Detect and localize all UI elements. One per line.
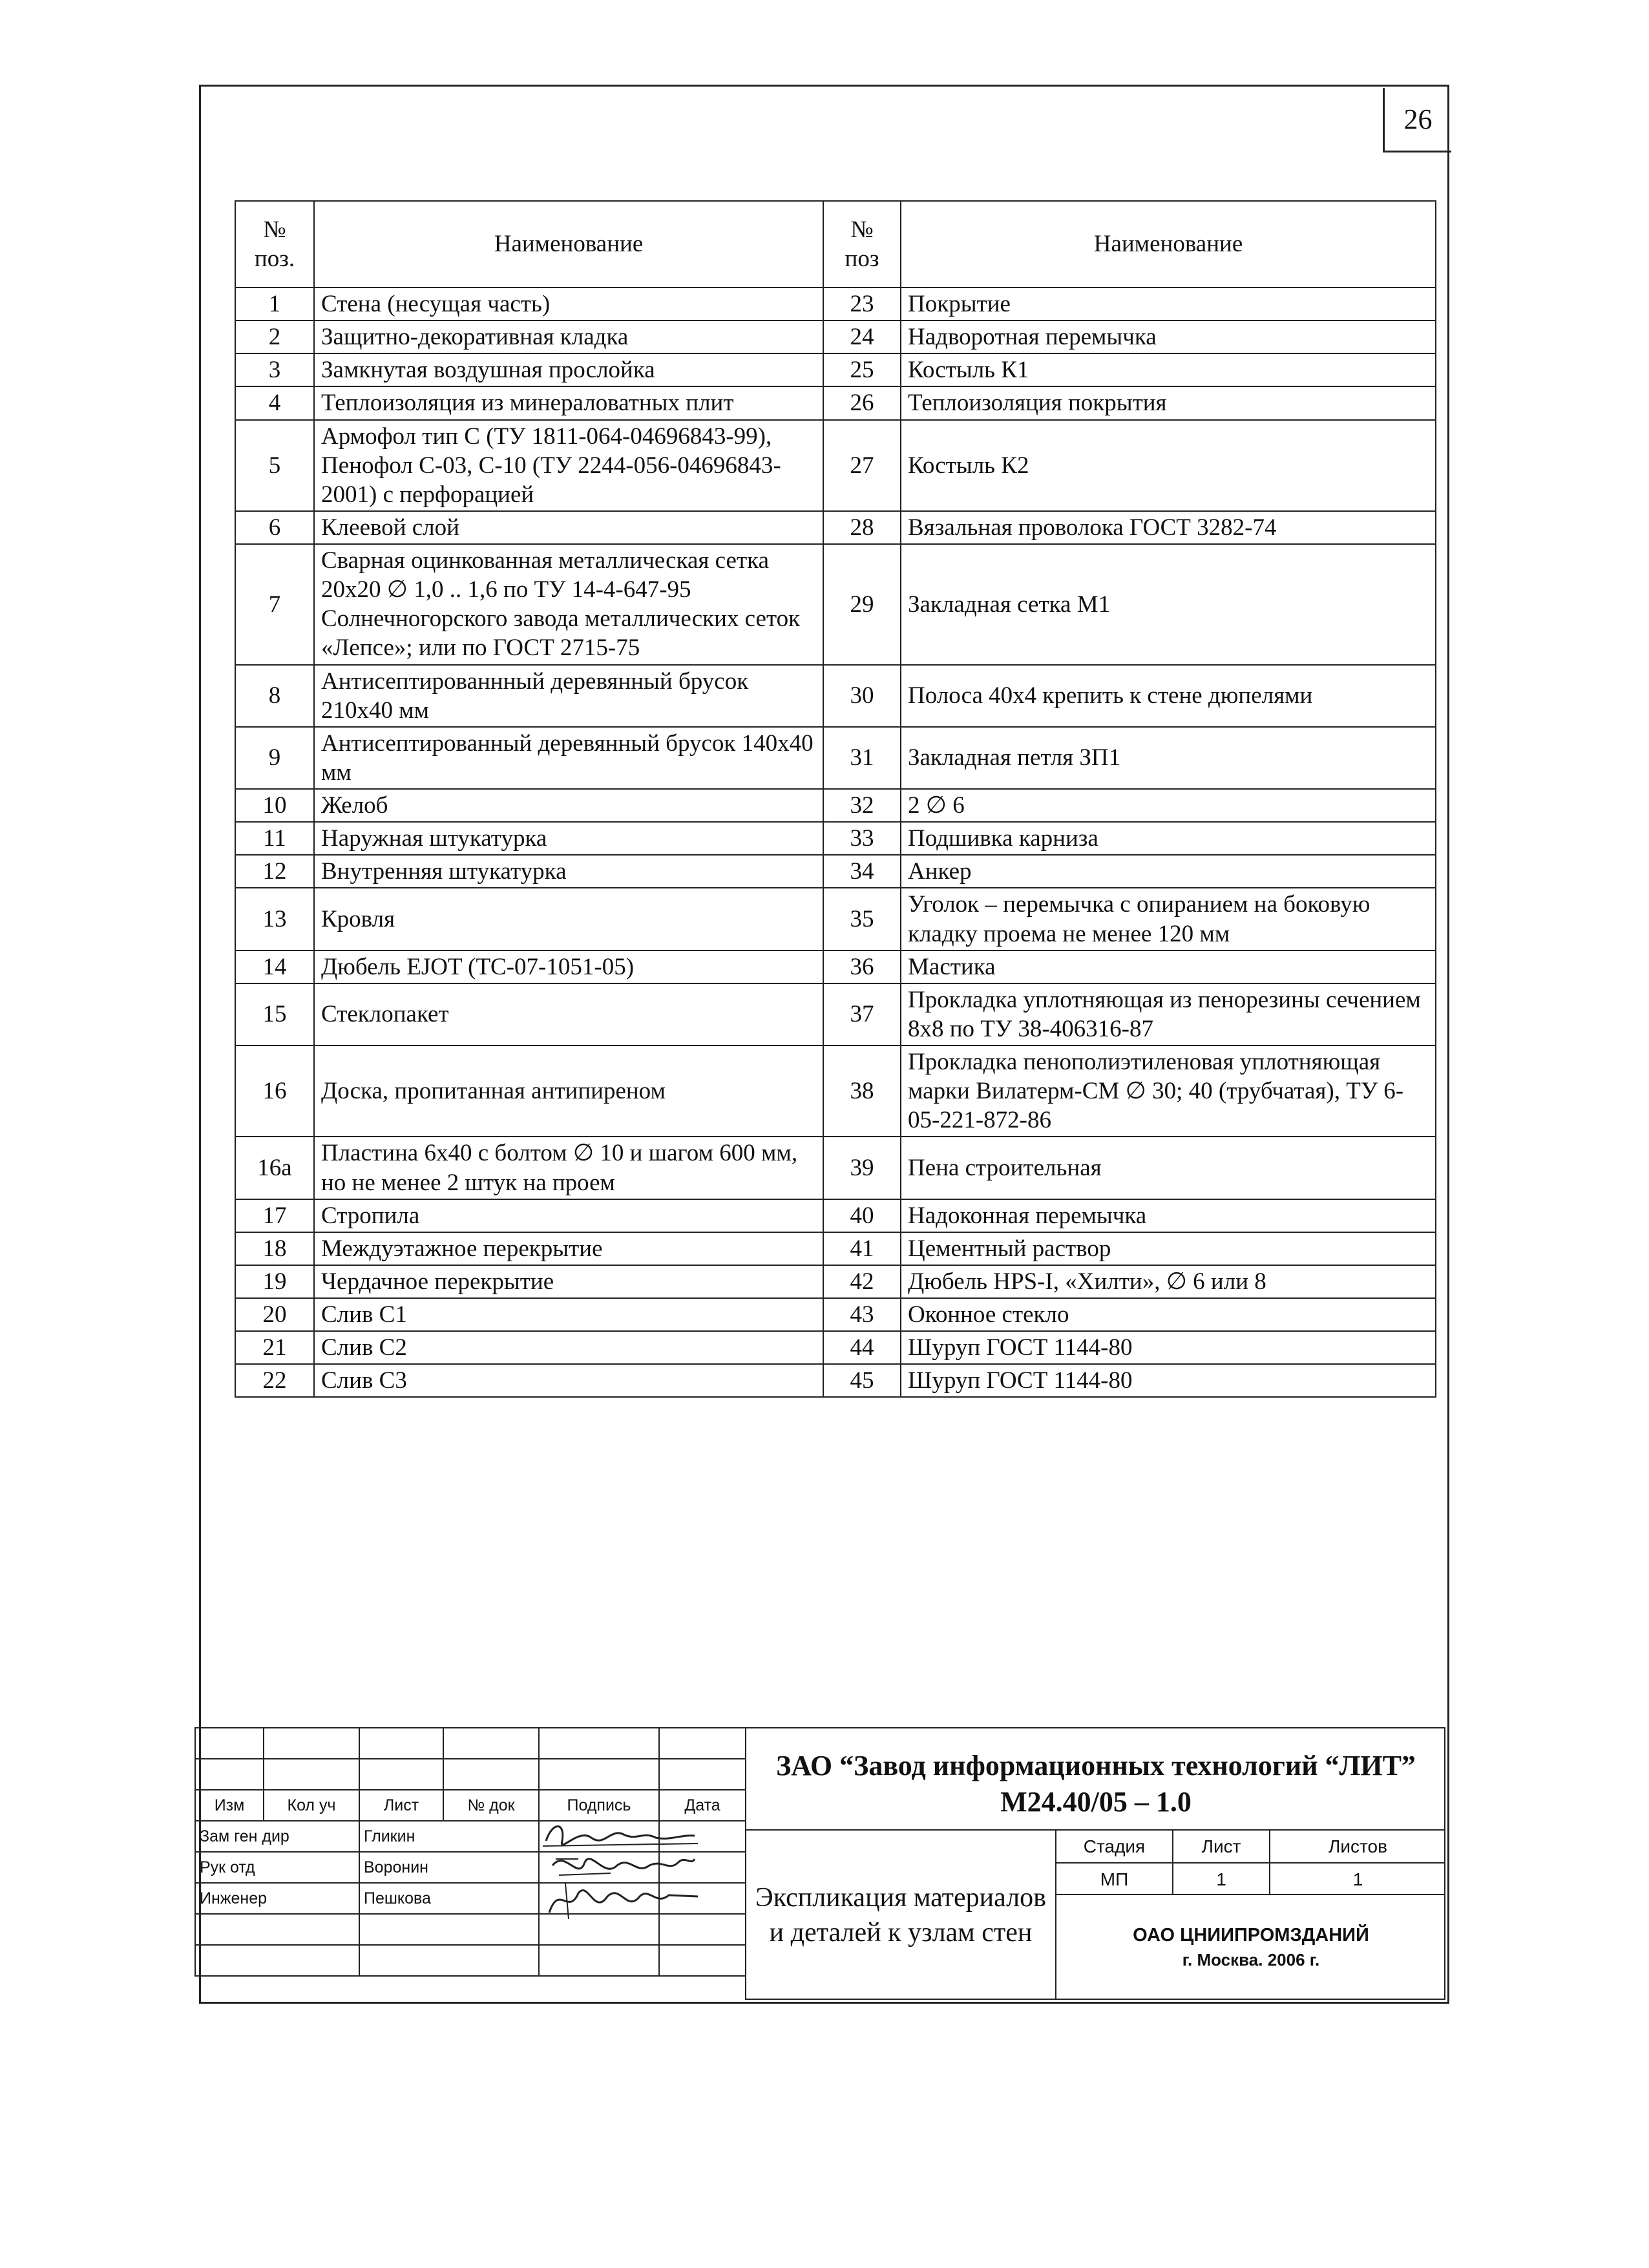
position-right: 42 — [823, 1265, 901, 1298]
name-left: Стропила — [314, 1199, 823, 1232]
table-row — [235, 1137, 1436, 1199]
position-right: 38 — [823, 1045, 901, 1137]
person-role: Инженер — [195, 1883, 359, 1914]
name-right: Цементный раствор — [901, 1232, 1436, 1265]
name-left: Антисептированнный деревянный брусок 210х40 мм — [314, 665, 823, 727]
name-right: Шуруп ГОСТ 1144-80 — [901, 1331, 1436, 1364]
document-description: Экспликация материалов и деталей к узлам стен — [746, 1831, 1056, 2000]
name-right: Вязальная проволока ГОСТ 3282-74 — [901, 511, 1436, 544]
name-right: Прокладка пенополиэтиленовая уплотняющая марки Вилатерм-СМ ∅ 30; 40 (трубчатая), ТУ 6-05-221-872-86 — [901, 1045, 1436, 1137]
label-kol-uch: Кол уч — [264, 1790, 359, 1821]
stage-block — [1056, 1831, 1445, 1895]
label-signature: Подпись — [539, 1790, 659, 1821]
name-left: Защитно-декоративная кладка — [314, 320, 823, 353]
position-right: 31 — [823, 727, 901, 789]
position-right: 44 — [823, 1331, 901, 1364]
table-row — [235, 353, 1436, 386]
name-left: Желоб — [314, 789, 823, 822]
name-left: Слив С1 — [314, 1298, 823, 1331]
table-row — [235, 1045, 1436, 1137]
table-row — [235, 1298, 1436, 1331]
table-row — [235, 789, 1436, 822]
signature-image — [540, 1877, 701, 1922]
document-code: М24.40/05 – 1.0 — [1000, 1786, 1192, 1818]
table-row — [235, 420, 1436, 511]
table-row — [235, 983, 1436, 1045]
name-right: Костыль К1 — [901, 353, 1436, 386]
position-right: 27 — [823, 420, 901, 511]
position-left: 16 — [235, 1045, 314, 1137]
position-left: 17 — [235, 1199, 314, 1232]
company-name: ЗАО “Завод информационных технологий “ЛИТ” — [776, 1750, 1416, 1781]
position-right: 41 — [823, 1232, 901, 1265]
specification-table — [235, 200, 1436, 1398]
position-left: 16а — [235, 1137, 314, 1199]
name-right: Оконное стекло — [901, 1298, 1436, 1331]
table-row — [235, 511, 1436, 544]
position-right: 37 — [823, 983, 901, 1045]
position-left: 20 — [235, 1298, 314, 1331]
position-right: 39 — [823, 1137, 901, 1199]
organization-block — [1056, 1895, 1445, 2000]
person-row — [195, 1883, 746, 1914]
organization-name: ОАО ЦНИИПРОМЗДАНИЙ — [1133, 1925, 1369, 1946]
name-left: Внутренняя штукатурка — [314, 855, 823, 888]
header-name-right: Наименование — [901, 201, 1436, 288]
name-left: Слив С3 — [314, 1364, 823, 1397]
header-pos-right: № поз — [823, 201, 901, 288]
name-left: Доска, пропитанная антипиреном — [314, 1045, 823, 1137]
sheets-value: 1 — [1270, 1863, 1445, 1895]
position-right: 35 — [823, 888, 901, 950]
person-name: Гликин — [359, 1821, 539, 1852]
sheets-label: Листов — [1270, 1831, 1445, 1863]
table-row — [235, 1331, 1436, 1364]
header-name-left: Наименование — [314, 201, 823, 288]
organization-city-year: г. Москва. 2006 г. — [1182, 1950, 1320, 1969]
name-right: Уголок – перемычка с опиранием на боковую кладку проема не менее 120 мм — [901, 888, 1436, 950]
name-right: Надворотная перемычка — [901, 320, 1436, 353]
name-left: Чердачное перекрытие — [314, 1265, 823, 1298]
position-left: 19 — [235, 1265, 314, 1298]
name-right: Закладная петля ЗП1 — [901, 727, 1436, 789]
name-left: Слив С2 — [314, 1331, 823, 1364]
label-date: Дата — [659, 1790, 746, 1821]
position-right: 43 — [823, 1298, 901, 1331]
name-left: Наружная штукатурка — [314, 822, 823, 855]
name-right: Полоса 40х4 крепить к стене дюпелями — [901, 665, 1436, 727]
table-row — [235, 855, 1436, 888]
position-left: 7 — [235, 544, 314, 665]
label-izm: Изм — [195, 1790, 264, 1821]
person-name: Воронин — [359, 1852, 539, 1883]
table-row — [235, 320, 1436, 353]
table-row — [235, 822, 1436, 855]
position-right: 32 — [823, 789, 901, 822]
position-left: 13 — [235, 888, 314, 950]
name-left: Антисептированный деревянный брусок 140х40 мм — [314, 727, 823, 789]
table-row — [235, 1199, 1436, 1232]
table-row — [235, 1265, 1436, 1298]
name-right: 2 ∅ 6 — [901, 789, 1436, 822]
position-right: 36 — [823, 950, 901, 983]
position-left: 21 — [235, 1331, 314, 1364]
label-doc-number: № док — [443, 1790, 539, 1821]
name-right: Пена строительная — [901, 1137, 1436, 1199]
stage-label: Стадия — [1056, 1831, 1173, 1863]
header-pos-left: № поз. — [235, 201, 314, 288]
name-right: Закладная сетка М1 — [901, 544, 1436, 665]
name-left: Стеклопакет — [314, 983, 823, 1045]
position-left: 12 — [235, 855, 314, 888]
position-right: 25 — [823, 353, 901, 386]
name-left: Клеевой слой — [314, 511, 823, 544]
name-left: Дюбель EJOT (ТС-07-1051-05) — [314, 950, 823, 983]
name-right: Шуруп ГОСТ 1144-80 — [901, 1364, 1436, 1397]
table-row — [235, 727, 1436, 789]
page-number: 26 — [1383, 88, 1451, 152]
name-left: Замкнутая воздушная прослойка — [314, 353, 823, 386]
position-left: 8 — [235, 665, 314, 727]
table-row — [235, 950, 1436, 983]
position-right: 29 — [823, 544, 901, 665]
position-right: 34 — [823, 855, 901, 888]
position-left: 4 — [235, 386, 314, 419]
position-left: 2 — [235, 320, 314, 353]
table-row — [235, 544, 1436, 665]
position-left: 3 — [235, 353, 314, 386]
table-row — [235, 1232, 1436, 1265]
name-right: Надоконная перемычка — [901, 1199, 1436, 1232]
name-left: Пластина 6х40 с болтом ∅ 10 и шагом 600 мм, но не менее 2 штук на проем — [314, 1137, 823, 1199]
position-left: 1 — [235, 288, 314, 320]
name-right: Мастика — [901, 950, 1436, 983]
position-right: 24 — [823, 320, 901, 353]
name-left: Сварная оцинкованная металлическая сетка 20х20 ∅ 1,0 .. 1,6 по ТУ 14-4-647-95 Солнечногорского завода металлических сеток «Лепсе»; или по ГОСТ 2715-75 — [314, 544, 823, 665]
table-row — [235, 288, 1436, 320]
name-left: Теплоизоляция из минераловатных плит — [314, 386, 823, 419]
sheet-label: Лист — [1173, 1831, 1270, 1863]
position-left: 18 — [235, 1232, 314, 1265]
table-row — [235, 1364, 1436, 1397]
position-right: 45 — [823, 1364, 901, 1397]
position-right: 33 — [823, 822, 901, 855]
position-right: 26 — [823, 386, 901, 419]
person-role: Рук отд — [195, 1852, 359, 1883]
position-left: 10 — [235, 789, 314, 822]
stage-value: МП — [1056, 1863, 1173, 1895]
position-right: 30 — [823, 665, 901, 727]
name-right: Прокладка уплотняющая из пенорезины сечением 8х8 по ТУ 38-406316-87 — [901, 983, 1436, 1045]
name-right: Покрытие — [901, 288, 1436, 320]
table-row — [235, 888, 1436, 950]
name-right: Подшивка карниза — [901, 822, 1436, 855]
position-right: 23 — [823, 288, 901, 320]
name-left: Стена (несущая часть) — [314, 288, 823, 320]
name-left: Кровля — [314, 888, 823, 950]
position-right: 40 — [823, 1199, 901, 1232]
name-right: Теплоизоляция покрытия — [901, 386, 1436, 419]
position-left: 15 — [235, 983, 314, 1045]
position-left: 9 — [235, 727, 314, 789]
position-left: 14 — [235, 950, 314, 983]
name-left: Междуэтажное перекрытие — [314, 1232, 823, 1265]
title-block-right — [745, 1727, 1445, 2000]
signature-cell — [539, 1883, 659, 1914]
position-left: 5 — [235, 420, 314, 511]
label-list: Лист — [359, 1790, 443, 1821]
title-block — [194, 1727, 1445, 2000]
table-row — [235, 665, 1436, 727]
person-name: Пешкова — [359, 1883, 539, 1914]
position-left: 11 — [235, 822, 314, 855]
person-role: Зам ген дир — [195, 1821, 359, 1852]
table-header-row — [235, 201, 1436, 288]
name-right: Анкер — [901, 855, 1436, 888]
table-body — [235, 288, 1436, 1397]
position-left: 22 — [235, 1364, 314, 1397]
name-right: Дюбель HPS-I, «Хилти», ∅ 6 или 8 — [901, 1265, 1436, 1298]
position-right: 28 — [823, 511, 901, 544]
sheet-value: 1 — [1173, 1863, 1270, 1895]
table-row — [235, 386, 1436, 419]
name-left: Армофол тип С (ТУ 1811-064-04696843-99), Пенофол С-03, С-10 (ТУ 2244-056-04696843-2001) с перфорацией — [314, 420, 823, 511]
company-title — [746, 1728, 1445, 1831]
position-left: 6 — [235, 511, 314, 544]
name-right: Костыль К2 — [901, 420, 1436, 511]
title-block-grid — [194, 1727, 745, 2000]
